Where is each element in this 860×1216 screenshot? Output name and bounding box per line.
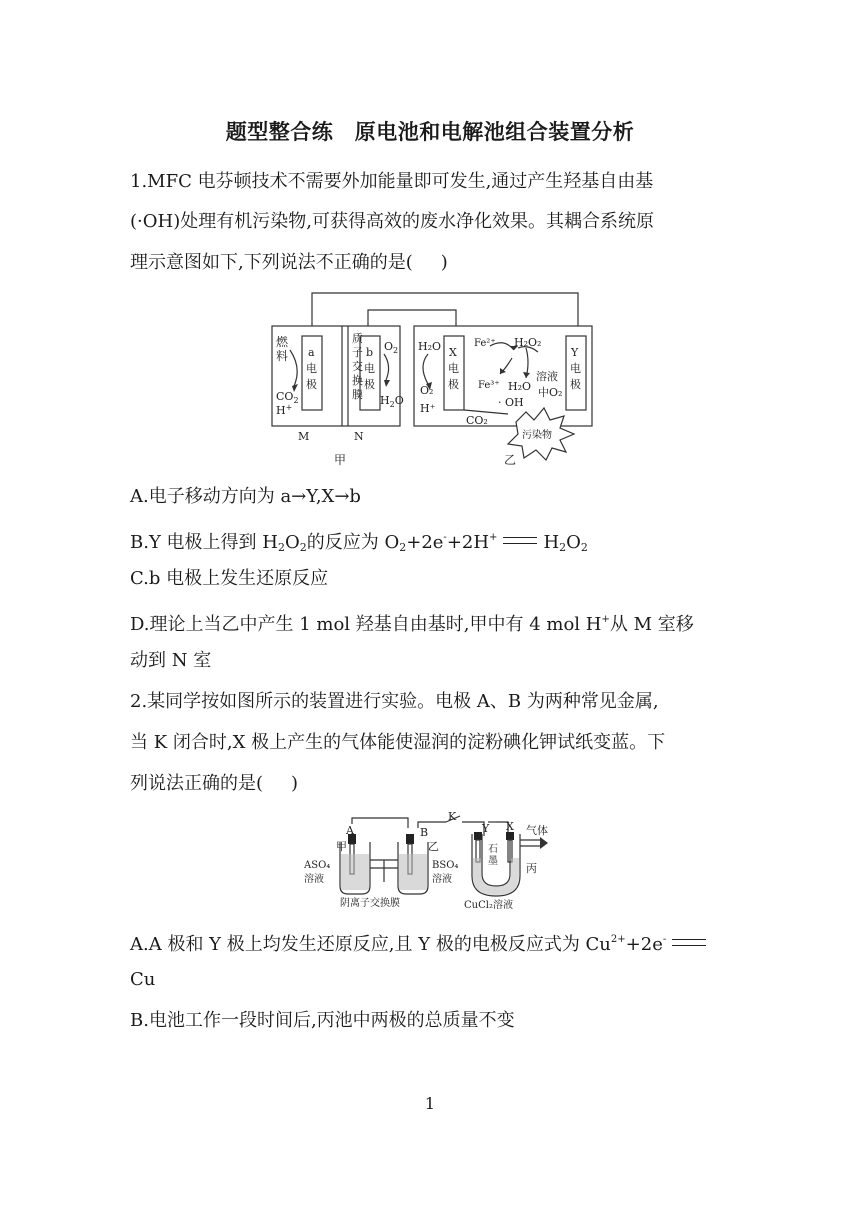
electrode-y-label: Y	[482, 822, 490, 835]
aso4-label: ASO₄	[304, 860, 331, 871]
q1-option-c: C.b 电极上发生还原反应	[130, 568, 329, 589]
y-electrode-label: Y 电极	[570, 346, 581, 391]
electrode-x-label: X	[506, 820, 514, 833]
aso4-solution-label: 溶液	[304, 874, 324, 885]
equals-sign	[672, 939, 706, 946]
label-n: N	[354, 430, 364, 443]
bso4-label: BSO₄	[432, 860, 459, 871]
electrode-a-label: A	[346, 824, 354, 837]
q1-option-d-line1: D.理论上当乙中产生 1 mol 羟基自由基时,甲中有 4 mol H+从 M 室移	[130, 614, 694, 635]
membrane-label: 质子交换膜	[352, 332, 363, 401]
gas-label: 气体	[526, 824, 548, 837]
co2-b-label: CO₂	[466, 414, 488, 427]
pollutant-label: 污染物	[522, 430, 552, 441]
q1-stem-line1: 1.MFC 电芬顿技术不需要外加能量即可发生,通过产生羟基自由基	[130, 171, 654, 192]
q2-stem-line2: 当 K 闭合时,X 极上产生的气体能使湿润的淀粉碘化钾试纸变蓝。下	[130, 732, 666, 753]
electrode-b-label: B	[420, 826, 429, 839]
h2o-label: $H_2O$	[380, 394, 404, 409]
q1-option-b: B.Y 电极上得到 $H_2O_2$的反应为 $O_2+2e^-+2H^+$ $H_2O_2$	[130, 532, 588, 554]
fuel-label: 燃料	[276, 335, 289, 363]
q2-stem-line1: 2.某同学按如图所示的装置进行实验。电极 A、B 为两种常见金属,	[130, 691, 659, 712]
x-electrode-label: X 电极	[448, 346, 459, 391]
label-jia: 甲	[334, 453, 347, 466]
x-h2o-label: H₂O	[418, 340, 442, 353]
co2-label: $CO_2$	[276, 390, 299, 405]
o2-label: $O_2$	[384, 340, 399, 355]
cucl2-label: CuCl₂溶液	[464, 900, 513, 910]
bso4-solution-label: 溶液	[432, 874, 452, 885]
switch-k-label: K	[448, 810, 457, 823]
b-electrode-label: b 电极	[364, 346, 375, 391]
x-o2-label: O₂	[420, 384, 434, 397]
equals-sign	[503, 537, 537, 544]
a-electrode-label: a 电极	[306, 346, 317, 391]
x-h-label: H⁺	[420, 402, 436, 415]
label-yi: 乙	[504, 453, 517, 466]
beaker-yi-label: 乙	[428, 840, 439, 853]
oh-label: · OH	[498, 396, 524, 409]
q2-figure	[300, 810, 562, 910]
page-number: 1	[424, 1094, 436, 1113]
q1-stem-line3: 理示意图如下,下列说法不正确的是( )	[130, 252, 448, 273]
q2-option-a-line2: Cu	[130, 969, 156, 990]
beaker-jia-label: 甲	[336, 840, 347, 853]
page-title: 题型整合练 原电池和电解池组合装置分析	[225, 120, 635, 144]
q1-figure	[268, 288, 598, 466]
q2-option-a-line1: A.A 极和 Y 极上均发生还原反应,且 Y 极的电极反应式为 $Cu^{2+}+2e^-$	[130, 928, 740, 957]
bing-label: 丙	[526, 862, 537, 875]
membrane-label: 阴离子交换膜	[340, 898, 400, 909]
q1-option-a: A.电子移动方向为 a→Y,X→b	[130, 486, 361, 507]
fe3-label: Fe³⁺	[478, 380, 500, 391]
h2o2-label: H₂O₂	[514, 336, 542, 349]
h2o-mid-label: H₂O	[508, 380, 532, 393]
q2-stem-line3: 列说法正确的是( )	[130, 773, 299, 794]
h-plus-label: H+	[276, 403, 293, 417]
solution-o2-label: 溶液中O₂	[536, 370, 563, 399]
fe2-label: Fe²⁺	[474, 338, 496, 349]
q2-option-b: B.电池工作一段时间后,丙池中两极的总质量不变	[130, 1010, 515, 1031]
graphite-label: 石墨	[488, 844, 498, 867]
q1-stem-line2: (·OH)处理有机污染物,可获得高效的废水净化效果。其耦合系统原	[130, 211, 654, 232]
q1-option-d-line2: 动到 N 室	[130, 650, 212, 671]
label-m: M	[298, 430, 310, 443]
